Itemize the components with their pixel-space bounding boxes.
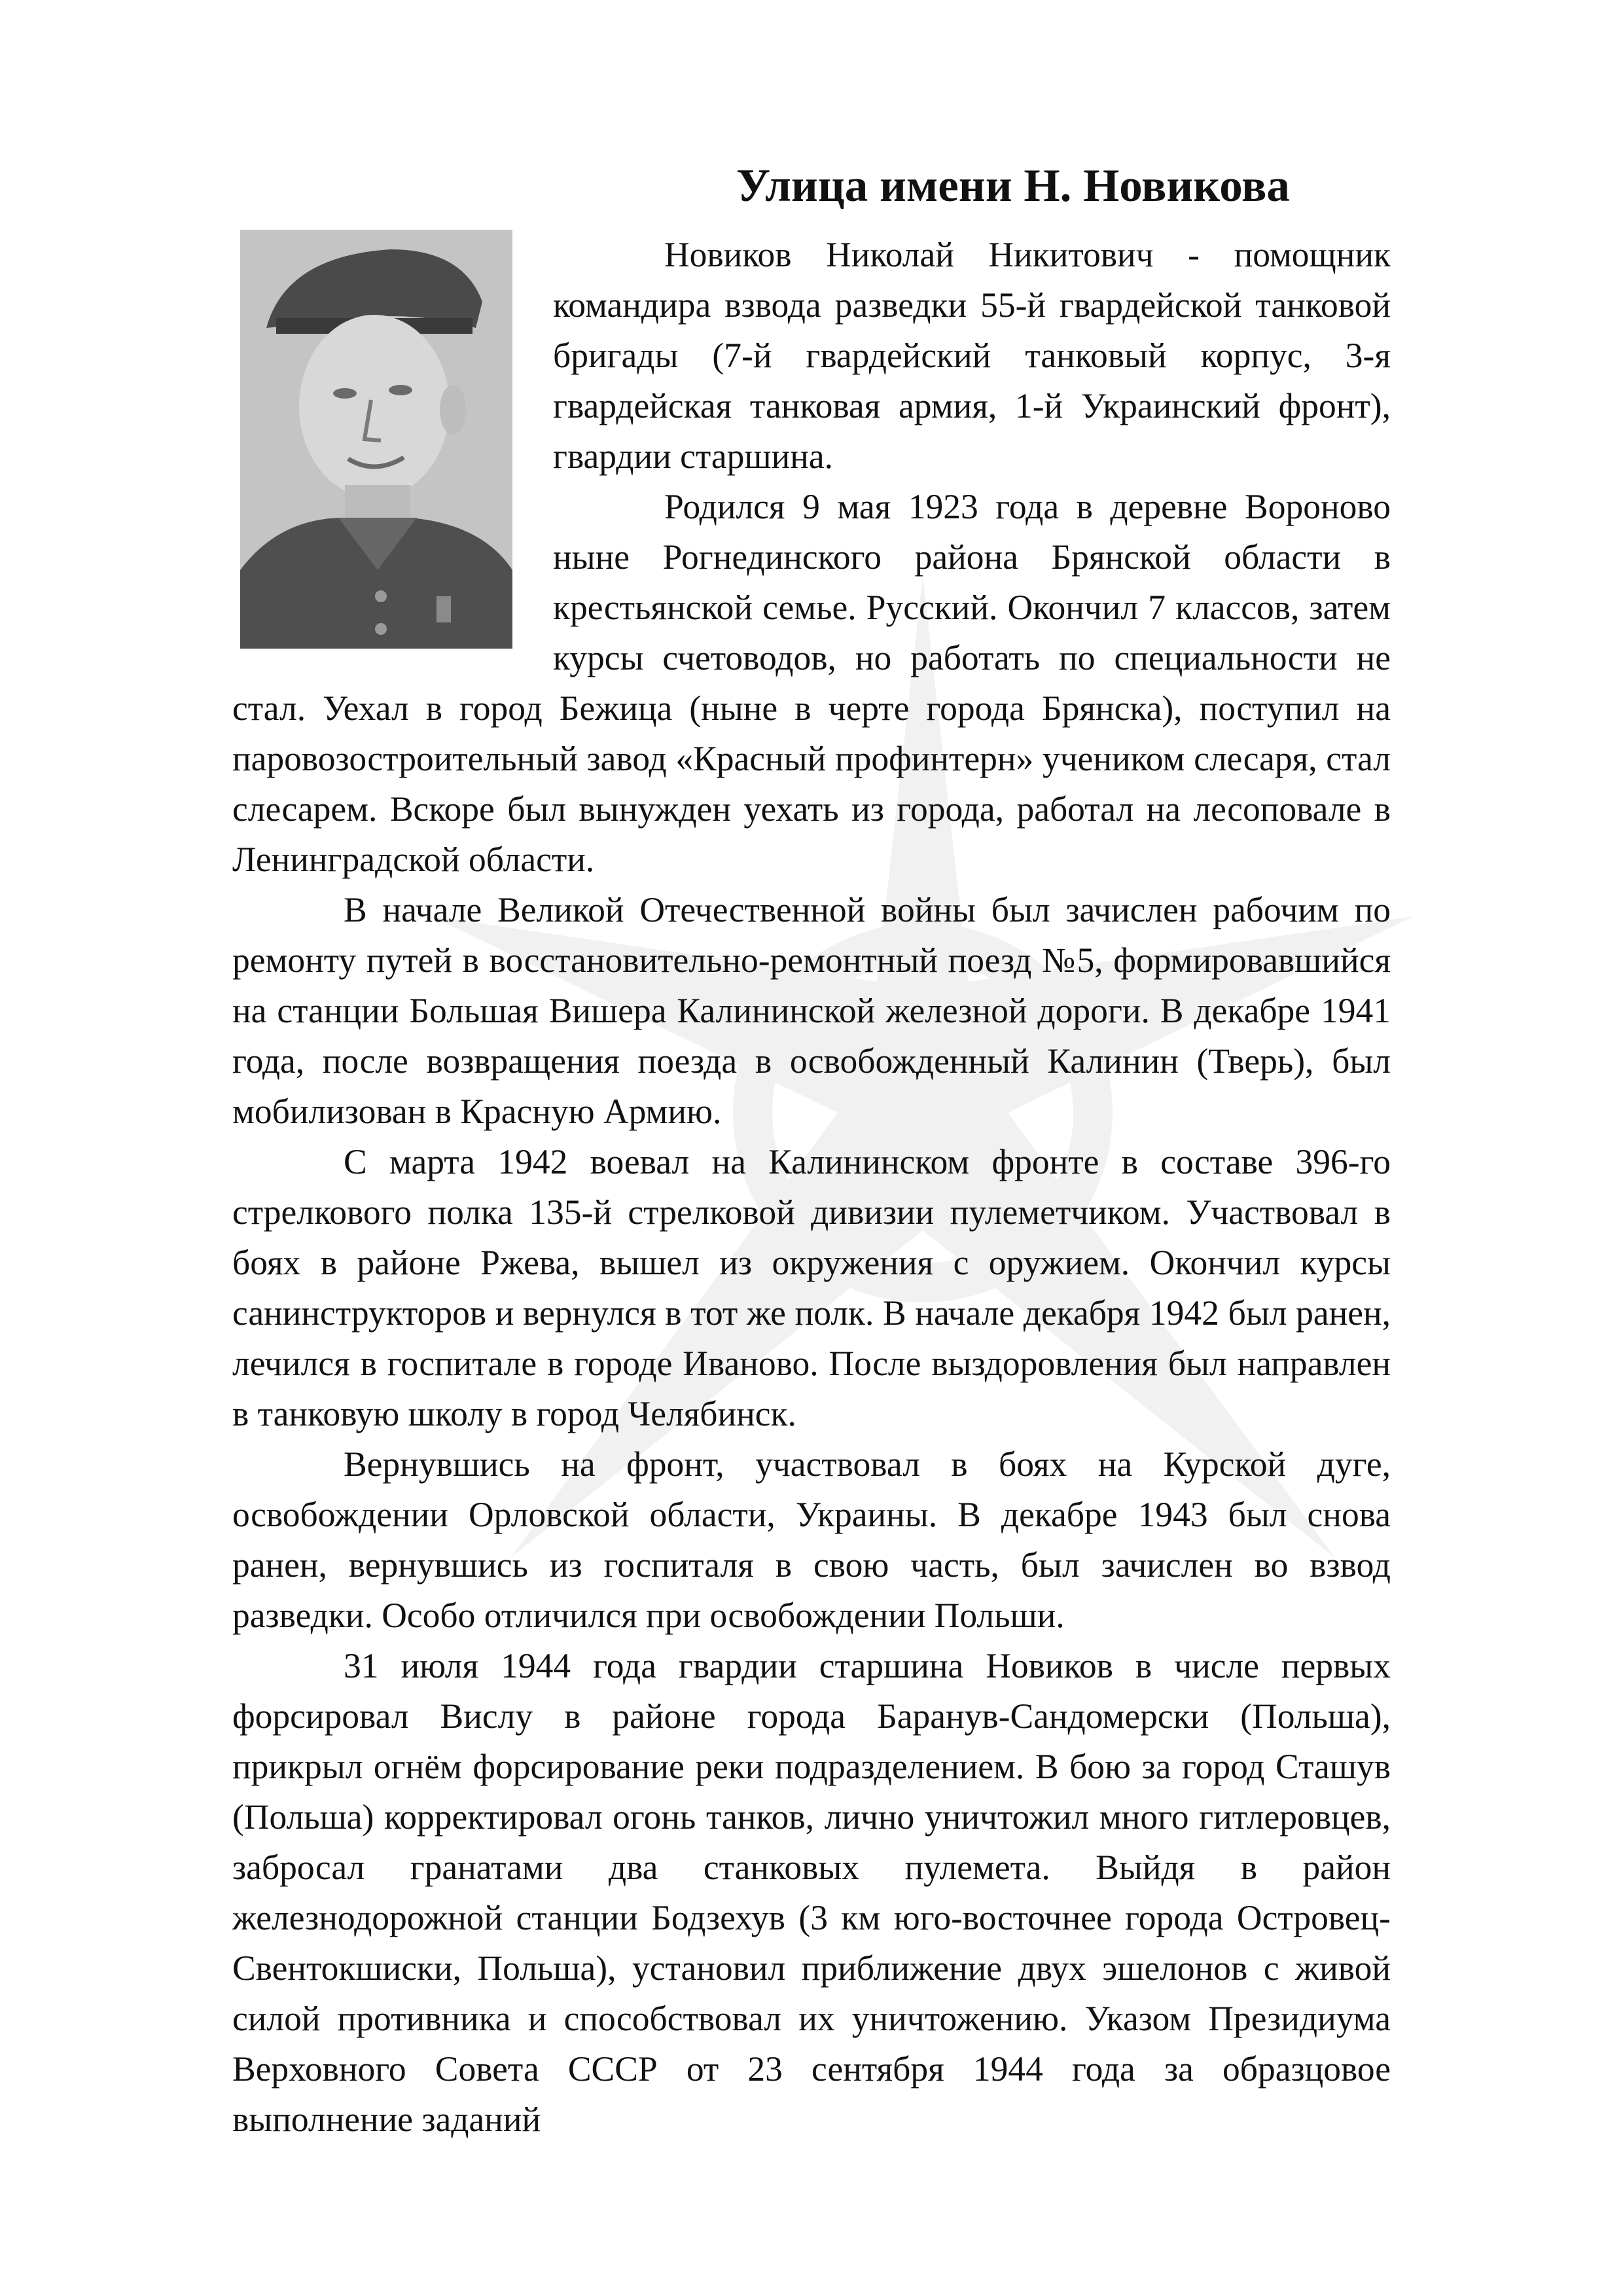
page-title: Улица имени Н. Новикова [736,160,1290,211]
paragraph-5: Вернувшись на фронт, участвовал в боях на Курской дуге, освобождении Орловской области, Украины. В декабре 1943 был снова ранен, вернувшись из госпиталя в свою часть, был зачислен во взвод разведки. Особо отличился при освобождении Польши. [232,1444,1391,1636]
paragraph-2: Родился 9 мая 1923 года в деревне Вороново ныне Рогнединского района Брянской области в крестьянской семье. Русский. Окончил 7 классов, затем курсы счетоводов, но работать по специальности не стал. Уехал в город Бежица (ныне в черте города Брянска), поступил на паровозостроительный завод «Красный профинтерн» учеником слесаря, стал слесарем. Вскоре был вынужден уехать из города, работал на лесоповале в Ленинградской области. [232,487,1391,880]
paragraph-3: В начале Великой Отечественной войны был зачислен рабочим по ремонту путей в восстановительно-ремонтный поезд №5, формировавшийся на станции Большая Вишера Калининской железной дороги. В декабре 1941 года, после возвращения поезда в освобожденный Калинин (Тверь), был мобилизован в Красную Армию. [232,890,1391,1132]
paragraph-4: С марта 1942 воевал на Калининском фронте в составе 396-го стрелкового полка 135-й стрелковой дивизии пулеметчиком. Участвовал в боях в районе Ржева, вышел из окружения с оружием. Окончил курсы санинструкторов и вернулся в тот же полк. В начале декабря 1942 был ранен, лечился в госпитале в городе Иваново. После выздоровления был направлен в танковую школу в город Челябинск. [232,1142,1391,1434]
paragraph-6: 31 июля 1944 года гвардии старшина Новиков в числе первых форсировал Вислу в районе города Баранув-Сандомерски (Польша), прикрыл огнём форсирование реки подразделением. В бою за город Сташув (Польша) корректировал огонь танков, лично уничтожил много гитлеровцев, забросал гранатами два станковых пулемета. Выйдя в район железнодорожной станции Бодзехув (3 км юго-восточнее города Островец-Свентокшиски, Польша), установил приближение двух эшелонов с живой силой противника и способствовал их уничтожению. Указом Президиума Верховного Совета СССР от 23 сентября 1944 года за образцовое выполнение заданий [232,1646,1391,2140]
paragraph-1: Новиков Николай Никитович - помощник командира взвода разведки 55-й гвардейской танковой бригады (7-й гвардейский танковый корпус, 3-я гвардейская танковая армия, 1-й Украинский фронт), гвардии старшина. [553,235,1391,476]
document-page [232,160,1391,2145]
portrait-photo [240,230,512,649]
